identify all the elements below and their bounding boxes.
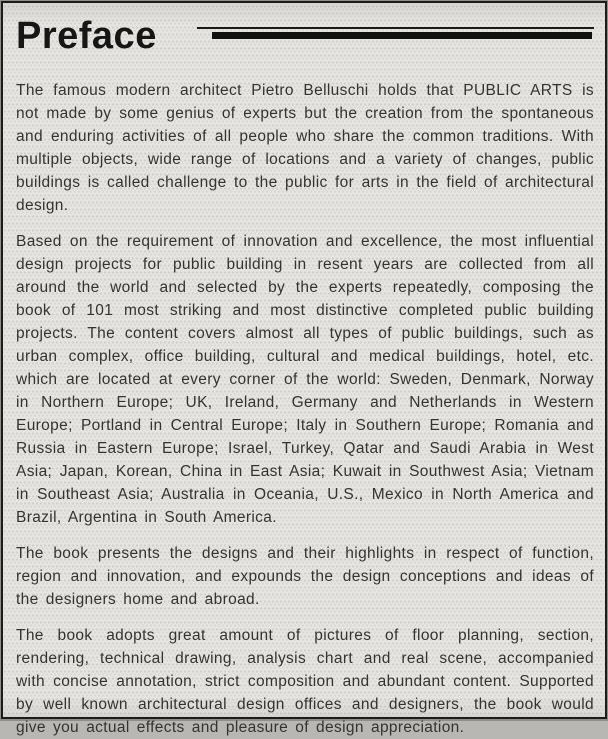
page-content xyxy=(16,11,594,709)
preface-paragraph: The famous modern architect Pietro Belluschi holds that PUBLIC ARTS is not made by some genius of experts but the creation from the spontaneous and enduring activities of all people who share the common traditions. With multiple objects, wide range of locations and a variety of changes, public buildings is called challenge to the public for arts in the field of architectural design. xyxy=(16,79,594,217)
page-header xyxy=(16,11,594,67)
title-rule-divider xyxy=(197,27,594,39)
preface-paragraph: Based on the requirement of innovation and excellence, the most influential design projects for public building in resent years are collected from all around the world and selected by the experts repeatedly, composing the book of 101 most striking and most distinctive completed public building projects. The content covers almost all types of public buildings, such as urban complex, office building, cultural and medical buildings, hotel, etc. which are located at every corner of the world: Sweden, Denmark, Norway in Northern Europe; UK, Ireland, Germany and Netherlands in Western Europe; Portland in Central Europe; Italy in Southern Europe; Romania and Russia in Eastern Europe; Israel, Turkey, Qatar and Saudi Arabia in West Asia; Japan, Korean, China in East Asia; Kuwait in Southwest Asia; Vietnam in Southeast Asia; Australia in Oceania, U.S., Mexico in North America and Brazil, Argentina in South America. xyxy=(16,230,594,529)
page-title: Preface xyxy=(16,11,157,61)
title-rule-thick-line xyxy=(212,32,592,39)
preface-paragraph: The book adopts great amount of pictures of floor planning, section, rendering, technical drawing, analysis chart and real scene, accompanied with concise annotation, strict composition and abundant content. Supported by well known architectural design offices and designers, the book would give you actual effects and pleasure of design appreciation. xyxy=(16,624,594,739)
preface-body xyxy=(16,79,594,739)
title-rule-thin-line xyxy=(197,27,594,29)
preface-paragraph: The book presents the designs and their highlights in respect of function, region and innovation, and expounds the design conceptions and ideas of the designers home and abroad. xyxy=(16,542,594,611)
